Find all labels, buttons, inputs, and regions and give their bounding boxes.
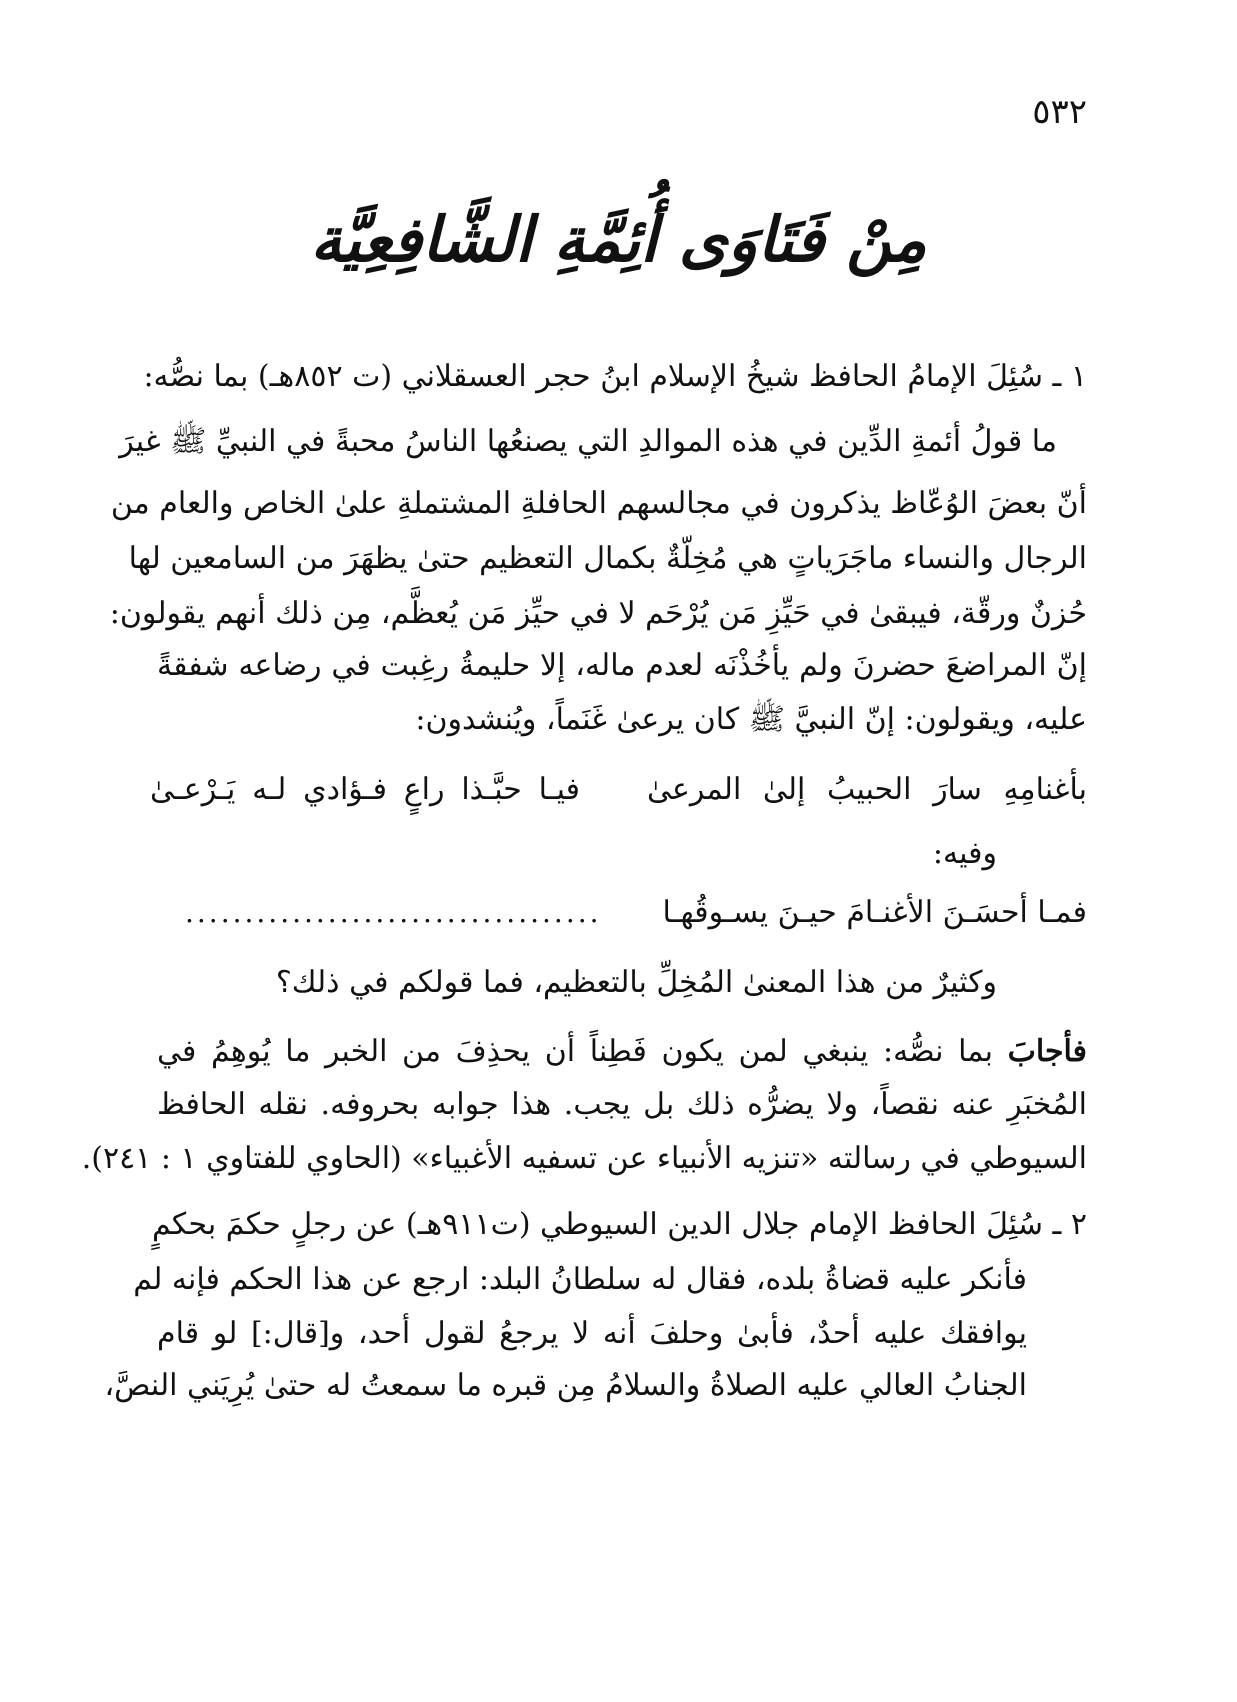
page-number: ٥٣٢	[1032, 92, 1087, 132]
q1-line-2: ما قولُ أئمةِ الدِّين في هذه الموالدِ التي يصنعُها الناسُ محبةً في النبيِّ ﷺ غيرَ	[119, 424, 1057, 459]
q2-line-4: الجنابُ العالي عليه الصلاةُ والسلامُ مِن قبره ما سمعتُ له حتىٰ يُرِيَني النصَّ،	[104, 1368, 1027, 1403]
verse-2-elision-dots: ...................................	[185, 896, 602, 929]
q2-line-3: يوافقك عليه أحدٌ، فأبىٰ وحلفَ أنه لا يرجعُ لقول أحد، و[قال:] لو قام	[157, 1316, 1027, 1351]
q1-line-1: ١ ـ سُئِلَ الإمامُ الحافظ شيخُ الإسلام ابنُ حجر العسقلاني (ت ٨٥٢هـ) بما نصُّه:	[143, 359, 1087, 394]
verse-1-second-hemistich: فيـا حبَّـذا راعٍ فـؤادي لـه يَـرْعـىٰ	[150, 772, 580, 807]
answer-line-3: السيوطي في رسالته «تنزيه الأنبياء عن تسفيه الأغبياء» (الحاوي للفتاوي ١ : ٢٤١).	[81, 1141, 1087, 1176]
q1-line-7: عليه، ويقولون: إنّ النبيَّ ﷺ كان يرعىٰ غَنَماً، ويُنشدون:	[415, 702, 1087, 737]
answer-label: فأجابَ	[1007, 1034, 1087, 1069]
answer-line-1-text: بما نصُّه: ينبغي لمن يكون فَطِناً أن يحذِفَ من الخبر ما يُوهِمُ في	[157, 1034, 993, 1069]
verse-1-first-hemistich: بأغنامِهِ سارَ الحبيبُ إلىٰ المرعىٰ	[647, 772, 1087, 807]
q1-line-4: الرجال والنساء ماجَرَياتٍ هي مُخِلّةٌ بكمال التعظيم حتىٰ يظهَرَ من السامعين لها	[128, 541, 1087, 576]
q1-line-5: حُزنٌ ورقّة، فيبقىٰ في حَيِّزِ مَن يُرْحَم لا في حيِّز مَن يُعظَّم، مِن ذلك أنهم يقولون:	[109, 596, 1087, 631]
wafihi-label: وفيه:	[932, 836, 997, 871]
answer-line-2: المُخبَرِ عنه نقصاً، ولا يضرُّه ذلك بل يجب. هذا جوابه بحروفه. نقله الحافظ	[157, 1087, 1087, 1122]
q1-line-3: أنّ بعضَ الوُعّاظ يذكرون في مجالسهم الحافلةِ المشتملةِ علىٰ الخاص والعام من	[110, 486, 1087, 521]
q2-line-2: فأنكر عليه قضاةُ بلده، فقال له سلطانُ البلد: ارجع عن هذا الحكم فإنه لم	[133, 1262, 1027, 1297]
q1-line-6: إنّ المراضعَ حضرنَ ولم يأخُذْنَه لعدم ماله، إلا حليمةُ رغِبت في رضاعه شفقةً	[157, 648, 1087, 683]
answer-line-1	[157, 1032, 1087, 1072]
chapter-title: مِنْ فَتَاوَى أُئِمَّةِ الشَّافِعِيَّة	[310, 203, 927, 276]
q1-closing-line: وكثيرٌ من هذا المعنىٰ المُخِلِّ بالتعظيم، فما قولكم في ذلك؟	[275, 965, 997, 1000]
q2-line-1: ٢ ـ سُئِلَ الحافظ الإمام جلال الدين السيوطي (ت٩١١هـ) عن رجلٍ حكمَ بحكمٍ	[151, 1207, 1087, 1242]
verse-2-first-hemistich: فمـا أحسَـنَ الأغنـامَ حيـنَ يسـوقُهـا	[662, 895, 1087, 930]
